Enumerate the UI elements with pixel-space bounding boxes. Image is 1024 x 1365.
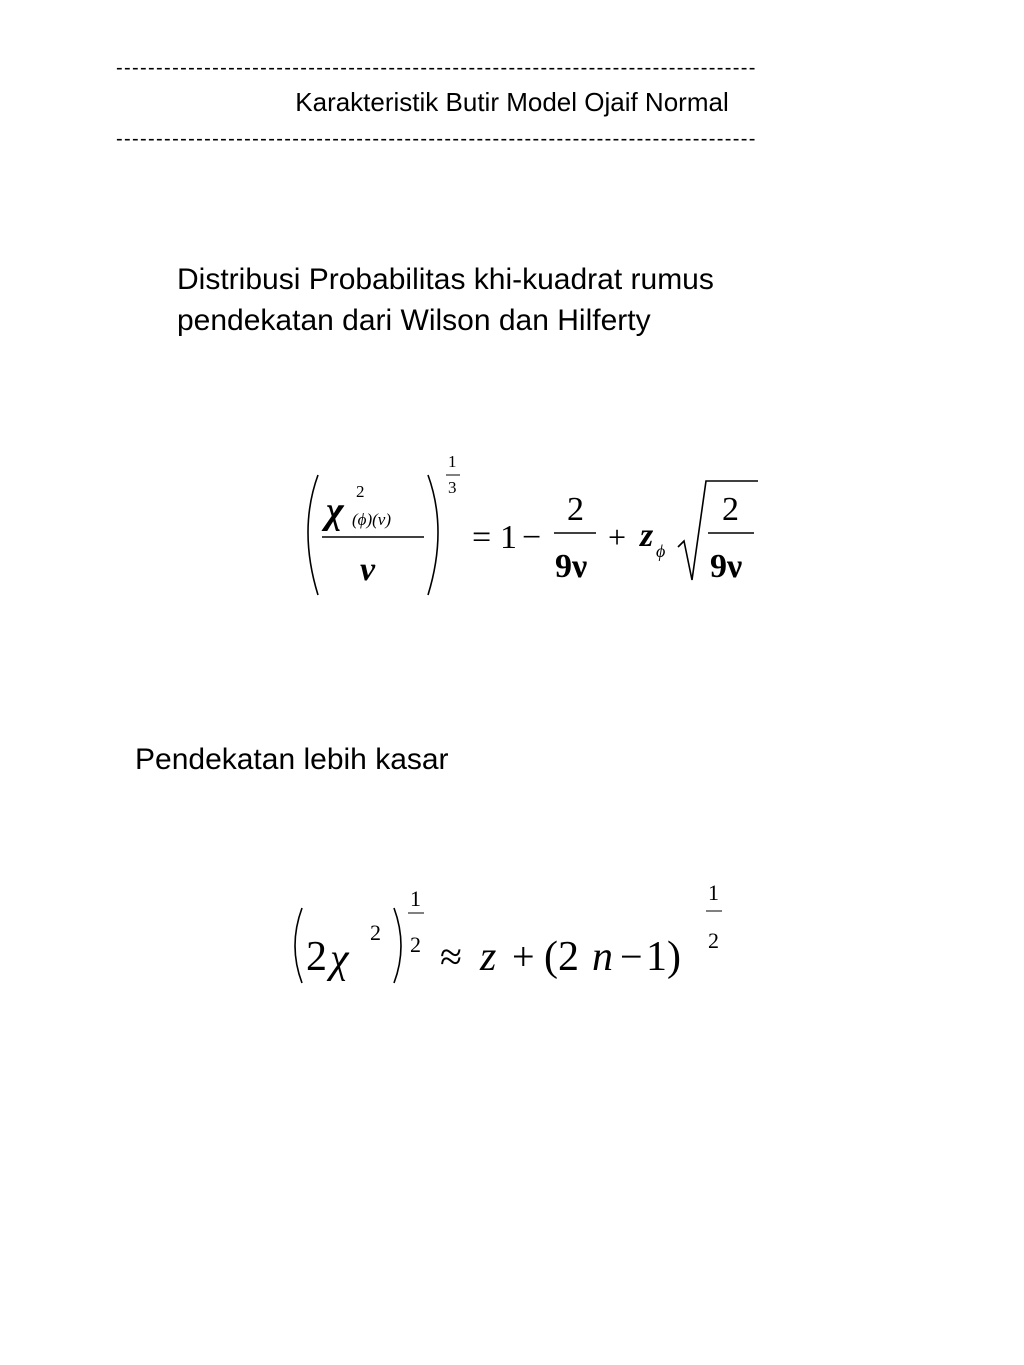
chi-subscript: (ϕ)(ν): [352, 510, 391, 529]
approx-sign: ≈: [440, 934, 462, 979]
z-symbol: z: [640, 517, 654, 554]
number-one: 1: [500, 519, 517, 556]
exponent-denominator-2: 2: [410, 932, 421, 957]
right-paren: [428, 475, 438, 595]
plus-sign: +: [608, 519, 627, 555]
exponent2-numerator: 1: [708, 880, 719, 905]
frac2-numerator: 2: [722, 491, 739, 528]
frac1-numerator: 2: [567, 491, 584, 528]
wilson-hilferty-svg: [290, 445, 770, 610]
header-rule-bottom: --------------------------------------------------------------------------------: [116, 128, 757, 150]
frac2-denominator: 9ν: [710, 548, 743, 585]
minus-sign-2: −: [620, 934, 643, 979]
coefficient-two: 2: [306, 934, 327, 980]
section2-label: Pendekatan lebih kasar: [135, 743, 449, 776]
wilson-hilferty-formula: [290, 445, 770, 610]
header-rule-top: --------------------------------------------------------------------------------: [116, 57, 757, 79]
paren-expression-open: (2: [544, 934, 579, 980]
page-title: Karakteristik Butir Model Ojaif Normal: [295, 87, 729, 117]
exponent-denominator: 3: [448, 478, 457, 497]
exponent-numerator-2: 1: [410, 886, 421, 911]
rough-approximation-formula: [282, 878, 732, 988]
left-paren: [308, 475, 318, 595]
rough-approximation-svg: [282, 878, 732, 988]
intro-line-1: Distribusi Probabilitas khi-kuadrat rumus: [177, 263, 714, 296]
n-symbol: n: [592, 934, 613, 980]
intro-line-2: pendekatan dari Wilson dan Hilferty: [177, 304, 651, 337]
chi-superscript-2: 2: [370, 920, 381, 945]
intro-paragraph: [177, 259, 877, 341]
plus-sign-2: +: [512, 934, 535, 979]
chi-symbol: χ: [326, 490, 344, 532]
right-paren-2: [394, 908, 401, 983]
z-symbol-2: z: [480, 934, 497, 980]
chi-symbol-2: χ: [330, 936, 349, 982]
denominator-nu: ν: [360, 551, 376, 588]
frac1-denominator: 9ν: [555, 548, 588, 585]
z-subscript: ϕ: [656, 541, 666, 561]
minus-sign: −: [522, 519, 542, 556]
left-paren-2: [295, 908, 302, 983]
exponent-numerator: 1: [448, 452, 457, 471]
equals-sign: =: [472, 519, 492, 556]
chi-superscript: 2: [356, 482, 365, 501]
exponent2-denominator: 2: [708, 928, 719, 953]
paren-expression-close: 1): [646, 934, 681, 980]
